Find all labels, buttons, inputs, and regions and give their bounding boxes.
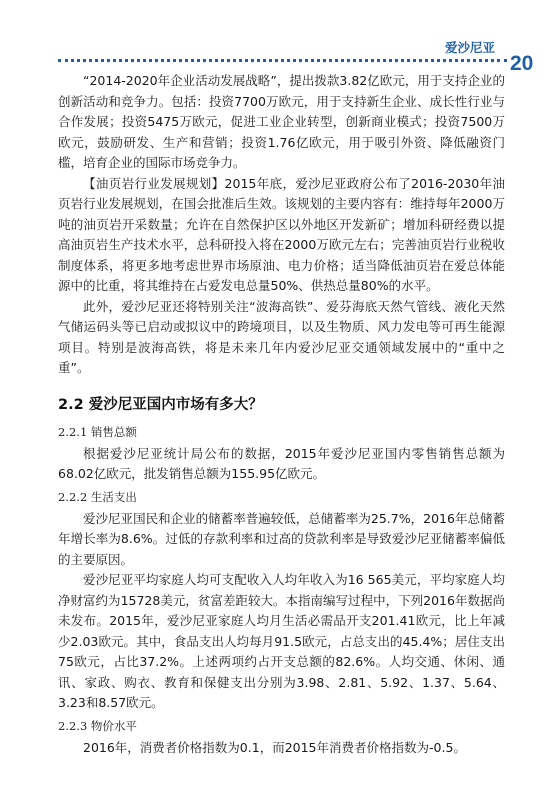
paragraph-savings-rate: 爱沙尼亚国民和企业的储蓄率普遍较低，总储蓄率为25.7%，2016年总储蓄年增长率为8.6%。过低的存款利率和过高的贷款利率是导致爱沙尼亚储蓄率偏低的主要原因。	[58, 510, 505, 567]
subsection-title-living-expenses: 2.2.2 生活支出	[58, 489, 137, 504]
paragraph-oil-shale-plan: 【油页岩行业发展规划】2015年底，爱沙尼亚政府公布了2016-2030年油页岩行业发展规划，在国会批准后生效。该规划的主要内容有：维持每年2000万吨的油页岩开采数量；允许在自然保护区以外地区开发新矿；增加科研经费以提高油页岩生产技术水平，总科研投入将在2000万欧元左右；完善油页岩行业税收制度体系，将更多地考虑世界市场原油、电力价格；适当降低油页岩在爱总体能源中的比重，将其维持在占爱发电总量50%、供热总量80%的水平。	[58, 175, 505, 293]
main-content	[58, 71, 505, 758]
subsection-title-sales: 2.2.1 销售总额	[58, 424, 137, 439]
paragraph-sales-totals: 根据爱沙尼亚统计局公布的数据，2015年爱沙尼亚国内零售销售总额为68.02亿欧元，批发销售总额为155.95亿欧元。	[58, 445, 505, 481]
paragraph-enterprise-strategy: “2014-2020年企业活动发展战略”，提出拨款3.82亿欧元，用于支持企业的创新活动和竞争力。包括：投资7700万欧元，用于支持新生企业、成长性行业与合作发展；投资5475万欧元，促进工业企业转型，创新商业模式；投资7500万欧元，鼓励研发、生产和营销；投资1.76亿欧元，用于吸引外资、降低融资门槛，培育企业的国际市场竞争力。	[58, 73, 505, 170]
page-number: 20	[510, 52, 534, 75]
running-header-title: 爱沙尼亚	[444, 40, 495, 55]
subsection-title-price-level: 2.2.3 物价水平	[58, 718, 137, 733]
header-divider	[58, 59, 507, 62]
paragraph-household-spending: 爱沙尼亚平均家庭人均可支配收入人均年收入为16 565美元，平均家庭人均净财富约为15728美元，贫富差距较大。本指南编写过程中，下列2016年数据尚未发布。2015年，爱沙尼亚家庭人均月生活必需品开支201.41欧元，比上年减少2.03欧元。其中，食品支出人均每月91.5欧元，占总支出的45.4%；居住支出75欧元，占比37.2%。上述两项约占开支总额的82.6%。人均交通、休闲、通讯、家政、购衣、教育和保健支出分别为3.98、2.81、5.92、1.37、5.64、3.23和8.57欧元。	[58, 572, 505, 710]
paragraph-cpi: 2016年，消费者价格指数为0.1，而2015年消费者价格指数为-0.5。	[83, 739, 466, 755]
paragraph-infrastructure-projects: 此外，爱沙尼亚还将特别关注“波海高铁”、爱芬海底天然气管线、液化天然气储运码头等已启动或拟议中的跨境项目，以及生物质、风力发电等可再生能源项目。特别是波海高铁，将是未来几年内爱沙尼亚交通领域发展中的“重中之重”。	[58, 298, 505, 375]
section-title-domestic-market: 2.2 爱沙尼亚国内市场有多大？	[58, 396, 263, 413]
